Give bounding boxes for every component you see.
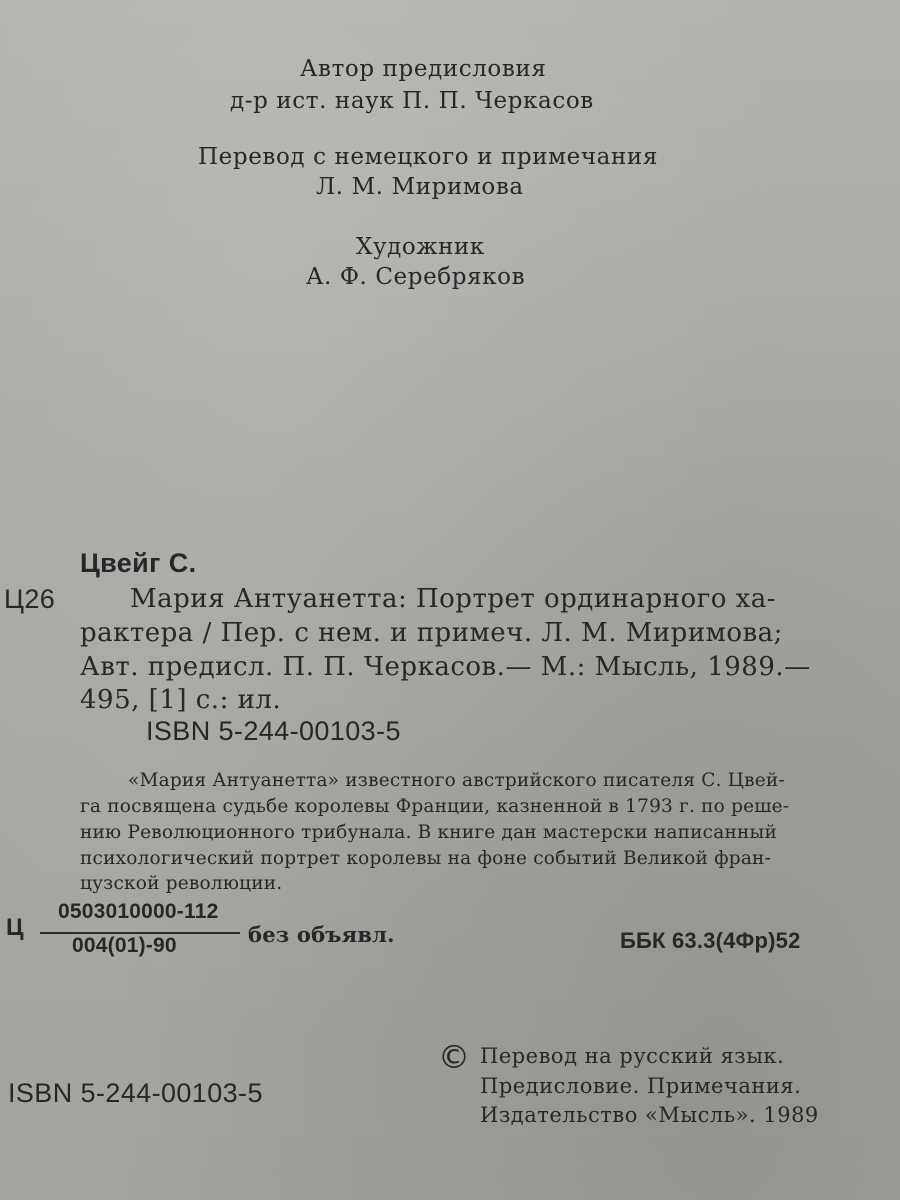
preface-role: Автор предисловия: [300, 56, 547, 82]
catalog-description-line: 495, [1] с.: ил.: [80, 685, 282, 715]
catalog-isbn: ISBN 5-244-00103-5: [146, 716, 401, 746]
abstract-line: нию Революционного трибунала. В книге дан мастерски написанный: [80, 822, 777, 843]
abstract-line: психологический портрет королевы на фоне событий Великой фран-: [80, 848, 772, 869]
copyright-line: Предисловие. Примечания.: [480, 1074, 802, 1098]
artist-name: А. Ф. Серебряков: [306, 264, 526, 290]
copyright-line: Перевод на русский язык.: [480, 1044, 785, 1068]
translation-role: Перевод с немецкого и примечания: [198, 144, 658, 170]
catalog-description-line: рактера / Пер. с нем. и примеч. Л. М. Миримова;: [80, 618, 783, 648]
code-letter: Ц: [6, 914, 24, 941]
copyright-line: Издательство «Мысль». 1989: [480, 1103, 819, 1127]
abstract-line: га посвящена судьбе королевы Франции, казненной в 1793 г. по реше-: [80, 796, 790, 817]
catalog-description-line: Мария Антуанетта: Портрет ординарного ха-: [130, 584, 777, 614]
artist-role: Художник: [356, 234, 485, 260]
code-denominator: 004(01)-90: [72, 934, 177, 957]
catalog-author: Цвейг С.: [80, 548, 197, 578]
code-numerator: 0503010000-112: [58, 900, 219, 923]
copyright-icon: ©: [438, 1038, 470, 1076]
catalog-code: Ц26: [4, 584, 56, 614]
abstract-line: «Мария Антуанетта» известного австрийского писателя С. Цвей-: [128, 770, 785, 791]
code-note: без объявл.: [248, 922, 395, 947]
preface-author: д-р ист. наук П. П. Черкасов: [230, 88, 594, 114]
translator-name: Л. М. Миримова: [316, 174, 524, 200]
bottom-isbn: ISBN 5-244-00103-5: [8, 1078, 263, 1108]
abstract-line: цузской революции.: [80, 873, 283, 894]
bbk-code: ББК 63.3(4Фр)52: [620, 928, 801, 953]
catalog-description-line: Авт. предисл. П. П. Черкасов.— М.: Мысль, 1989.—: [80, 652, 811, 682]
